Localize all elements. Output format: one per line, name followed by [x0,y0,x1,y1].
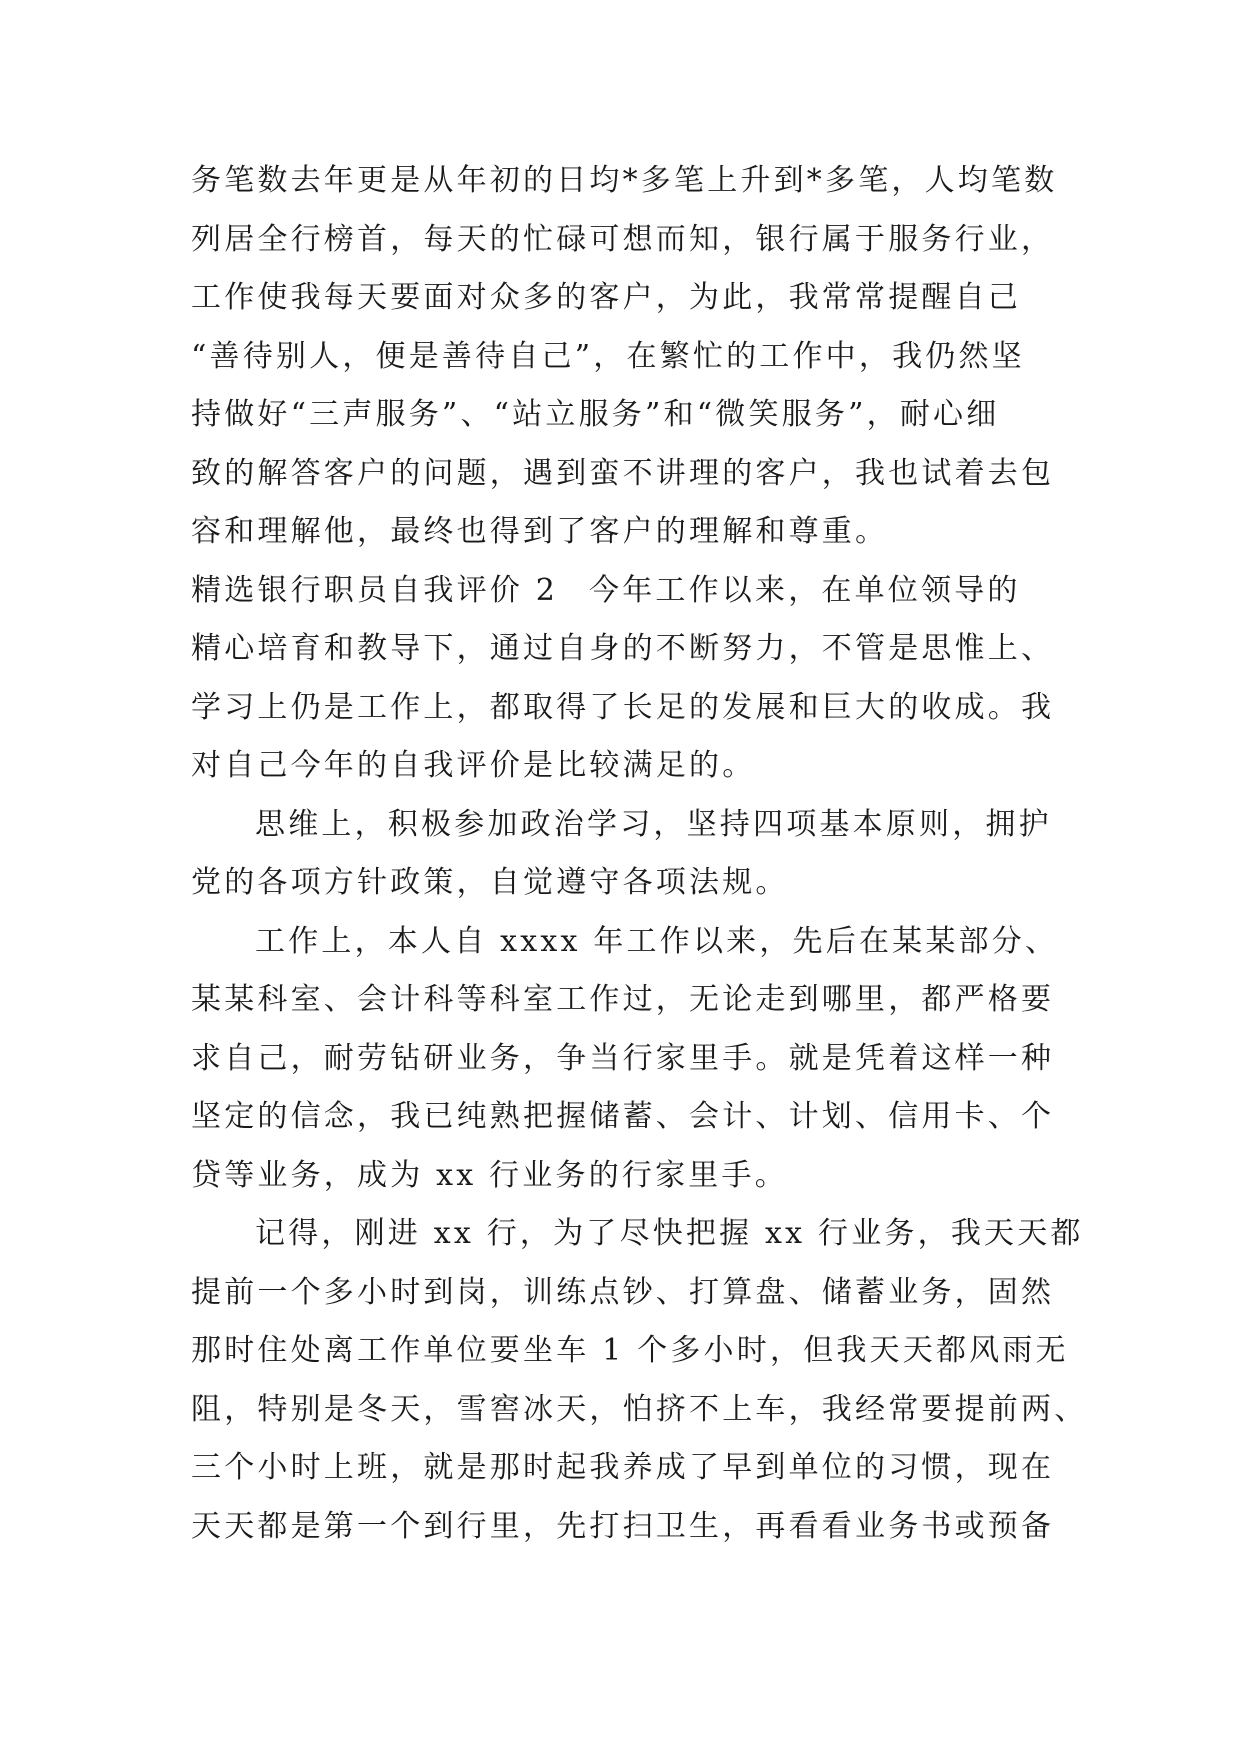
paragraph-line: “善待别人，便是善待自己”，在繁忙的工作中，我仍然坚 [191,338,1025,374]
heading-line-text: 今年工作以来，在单位领导的 [589,572,1021,608]
paragraph-line: 工作上，本人自 xxxx 年工作以来，先后在某某部分、 [255,923,1059,959]
paragraph-line: 提前一个多小时到岗，训练点钞、打算盘、储蓄业务，固然 [191,1274,1055,1310]
document-body [191,152,1088,1556]
paragraph-line: 某某科室、会计科等科室工作过，无论走到哪里，都严格要 [191,982,1055,1017]
paragraph-line: 求自己，耐劳钻研业务，争当行家里手。就是凭着这样一种 [191,1040,1055,1076]
section-heading: 精选银行职员自我评价 2 [191,572,559,608]
paragraph-line: 对自己今年的自我评价是比较满足的。 [191,748,756,783]
section-heading-line [191,562,1071,621]
paragraph-line: 持做好“三声服务”、“站立服务”和“微笑服务”，耐心细 [191,397,1000,432]
paragraph-line: 阻，特别是冬天，雪窖冰天，怕挤不上车，我经常要提前两、 [191,1391,1088,1427]
paragraph-line: 学习上仍是工作上，都取得了长足的发展和巨大的收成。我 [191,689,1055,725]
paragraph-line: 三个小时上班，就是那时起我养成了早到单位的习惯，现在 [191,1450,1055,1485]
paragraph-line: 坚定的信念，我已纯熟把握储蓄、会计、计划、信用卡、个 [191,1099,1055,1134]
paragraph-line: 容和理解他，最终也得到了客户的理解和尊重。 [191,514,889,549]
paragraph-line: 致的解答客户的问题，遇到蛮不讲理的客户，我也试着去包 [191,455,1055,491]
paragraph-line: 贷等业务，成为 xx 行业务的行家里手。 [191,1157,788,1193]
paragraph-line: 那时住处离工作单位要坐车 1 个多小时，但我天天都风雨无 [191,1333,1069,1368]
paragraph-line: 党的各项方针政策，自觉遵守各项法规。 [191,865,789,900]
paragraph-line: 精心培育和教导下，通过自身的不断努力，不管是思惟上、 [191,631,1055,666]
paragraph-line: 天天都是第一个到行里，先打扫卫生，再看看业务书或预备 [191,1508,1055,1544]
paragraph-line: 记得，刚进 xx 行，为了尽快把握 xx 行业务，我天天都 [255,1216,1084,1251]
paragraph-line: 思维上，积极参加政治学习，坚持四项基本原则，拥护 [255,806,1052,842]
paragraph-line: 务笔数去年更是从年初的日均*多笔上升到*多笔，人均笔数 [191,163,1058,198]
paragraph-line: 工作使我每天要面对众多的客户，为此，我常常提醒自己 [191,280,1021,315]
paragraph-line: 列居全行榜首，每天的忙碌可想而知，银行属于服务行业， [191,221,1055,257]
